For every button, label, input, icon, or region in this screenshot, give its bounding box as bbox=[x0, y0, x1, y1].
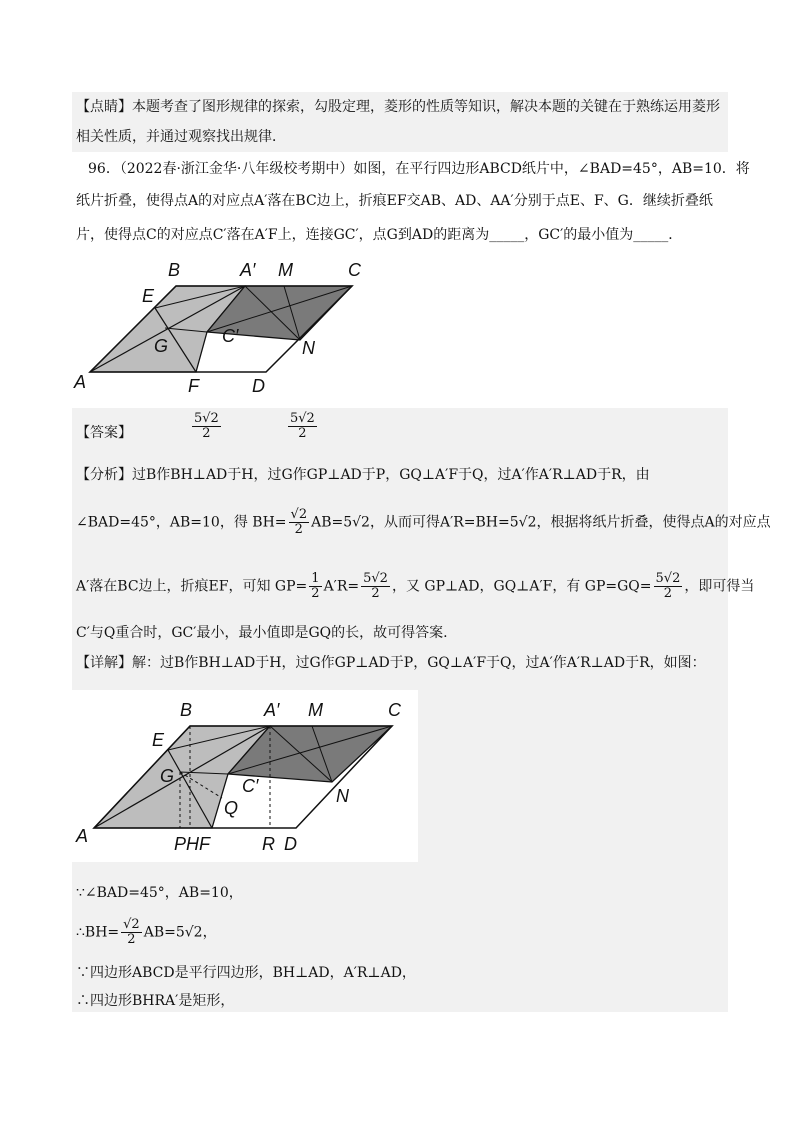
fig2-label-c: C bbox=[388, 700, 401, 720]
analysis-line-3-num2: 5√2 bbox=[363, 571, 388, 586]
answer-2 bbox=[286, 412, 319, 441]
analysis-line-4: C′与Q重合时，GC′最小，最小值即是GQ的长，故可得答案. bbox=[76, 625, 448, 641]
answer-2-den: 2 bbox=[298, 426, 307, 441]
fig1-label-b: B bbox=[168, 260, 181, 280]
fig2-label-m: M bbox=[308, 700, 323, 720]
fig1-label-c: C bbox=[348, 260, 361, 280]
step-2-den: 2 bbox=[127, 932, 136, 947]
fig1-label-f: F bbox=[188, 376, 199, 396]
answer-label: 【答案】 bbox=[76, 425, 132, 441]
fig2-label-g: G bbox=[160, 766, 175, 786]
step-2b: AB=5√2， bbox=[143, 924, 217, 941]
analysis-line-3d: ，即可得当 bbox=[684, 578, 755, 595]
analysis-line-2-den: 2 bbox=[294, 522, 303, 537]
analysis-line-1: 【分析】过B作BH⊥AD于H，过G作GP⊥AD于P，GQ⊥A′F于Q，过A′作A′R⊥AD于R，由 bbox=[76, 467, 650, 483]
fig1-label-g: G bbox=[154, 336, 169, 356]
fig2-label-ap: A′ bbox=[264, 700, 280, 720]
step-3: ∵四边形ABCD是平行四边形，BH⊥AD，A′R⊥AD， bbox=[76, 965, 416, 981]
step-1: ∵∠BAD=45°，AB=10， bbox=[76, 885, 243, 901]
fig2-label-b: B bbox=[180, 700, 193, 720]
fig2-label-d: D bbox=[284, 834, 297, 854]
analysis-line-2-num: √2 bbox=[290, 507, 308, 522]
analysis-line-3b: A′R= bbox=[323, 578, 360, 595]
fig1-label-cp: C′ bbox=[222, 326, 239, 346]
step-4: ∴四边形BHRA′是矩形， bbox=[76, 993, 235, 1009]
answer-1-den: 2 bbox=[202, 426, 211, 441]
answer-2-num: 5√2 bbox=[290, 411, 315, 426]
figure-1 bbox=[70, 258, 400, 398]
step-2a: ∴BH= bbox=[76, 924, 120, 941]
fig1-label-d: D bbox=[252, 376, 265, 396]
analysis-line-3 bbox=[76, 572, 754, 601]
fig2-label-a: A bbox=[76, 826, 89, 846]
step-2 bbox=[76, 918, 217, 947]
fig2-label-q: Q bbox=[224, 798, 239, 818]
analysis-line-3-den1: 2 bbox=[311, 586, 320, 601]
analysis-line-2 bbox=[76, 508, 771, 537]
analysis-line-2a: ∠BAD=45°，AB=10，得 BH= bbox=[76, 514, 287, 531]
fig2-label-cp: C′ bbox=[242, 776, 259, 796]
fig2-label-phf: PHF bbox=[174, 834, 210, 854]
analysis-line-3-num1: 1 bbox=[311, 571, 320, 586]
fig1-label-a: A bbox=[74, 372, 87, 392]
analysis-line-3-den2: 2 bbox=[371, 586, 380, 601]
analysis-line-3a: A′落在BC边上，折痕EF，可知 GP= bbox=[76, 578, 308, 595]
step-2-num: √2 bbox=[123, 917, 140, 932]
analysis-line-2b: AB=5√2，从而可得A′R=BH=5√2，根据将纸片折叠，使得点A的对应点 bbox=[311, 514, 771, 531]
analysis-line-3-num3: 5√2 bbox=[655, 571, 681, 586]
note-line-1: 【点睛】本题考查了图形规律的探索，勾股定理，菱形的性质等知识，解决本题的关键在于熟练运用菱形 bbox=[76, 99, 720, 115]
detail-line-1: 【详解】解：过B作BH⊥AD于H，过G作GP⊥AD于P，GQ⊥A′F于Q，过A′作A′R⊥AD于R，如图： bbox=[76, 655, 706, 671]
fig1-label-n: N bbox=[302, 338, 315, 358]
figure-2 bbox=[72, 690, 418, 862]
analysis-line-3-den3: 2 bbox=[663, 586, 673, 601]
fig2-label-r: R bbox=[262, 834, 275, 854]
answer-1-num: 5√2 bbox=[194, 411, 219, 426]
answer-1 bbox=[190, 412, 223, 441]
fig2-label-e: E bbox=[152, 730, 165, 750]
problem-line-1: 96．（2022春·浙江金华·八年级校考期中）如图，在平行四边形ABCD纸片中，∠BAD=45°，AB=10．将 bbox=[88, 161, 750, 177]
note-line-2: 相关性质，并通过观察找出规律． bbox=[76, 129, 286, 145]
fig1-label-m: M bbox=[278, 260, 293, 280]
problem-line-2: 纸片折叠，使得点A的对应点A′落在BC边上，折痕EF交AB、AD、AA′分别于点E、F、G．继续折叠纸 bbox=[76, 193, 713, 209]
fig1-label-ap: A′ bbox=[240, 260, 256, 280]
fig1-label-e: E bbox=[142, 286, 155, 306]
problem-line-3: 片，使得点C的对应点C′落在A′F上，连接GC′，点G到AD的距离为_____，GC′的最小值为_____． bbox=[76, 227, 683, 243]
analysis-line-3c: ，又 GP⊥AD，GQ⊥A′F，有 GP=GQ= bbox=[391, 578, 652, 595]
fig2-label-n: N bbox=[336, 786, 349, 806]
